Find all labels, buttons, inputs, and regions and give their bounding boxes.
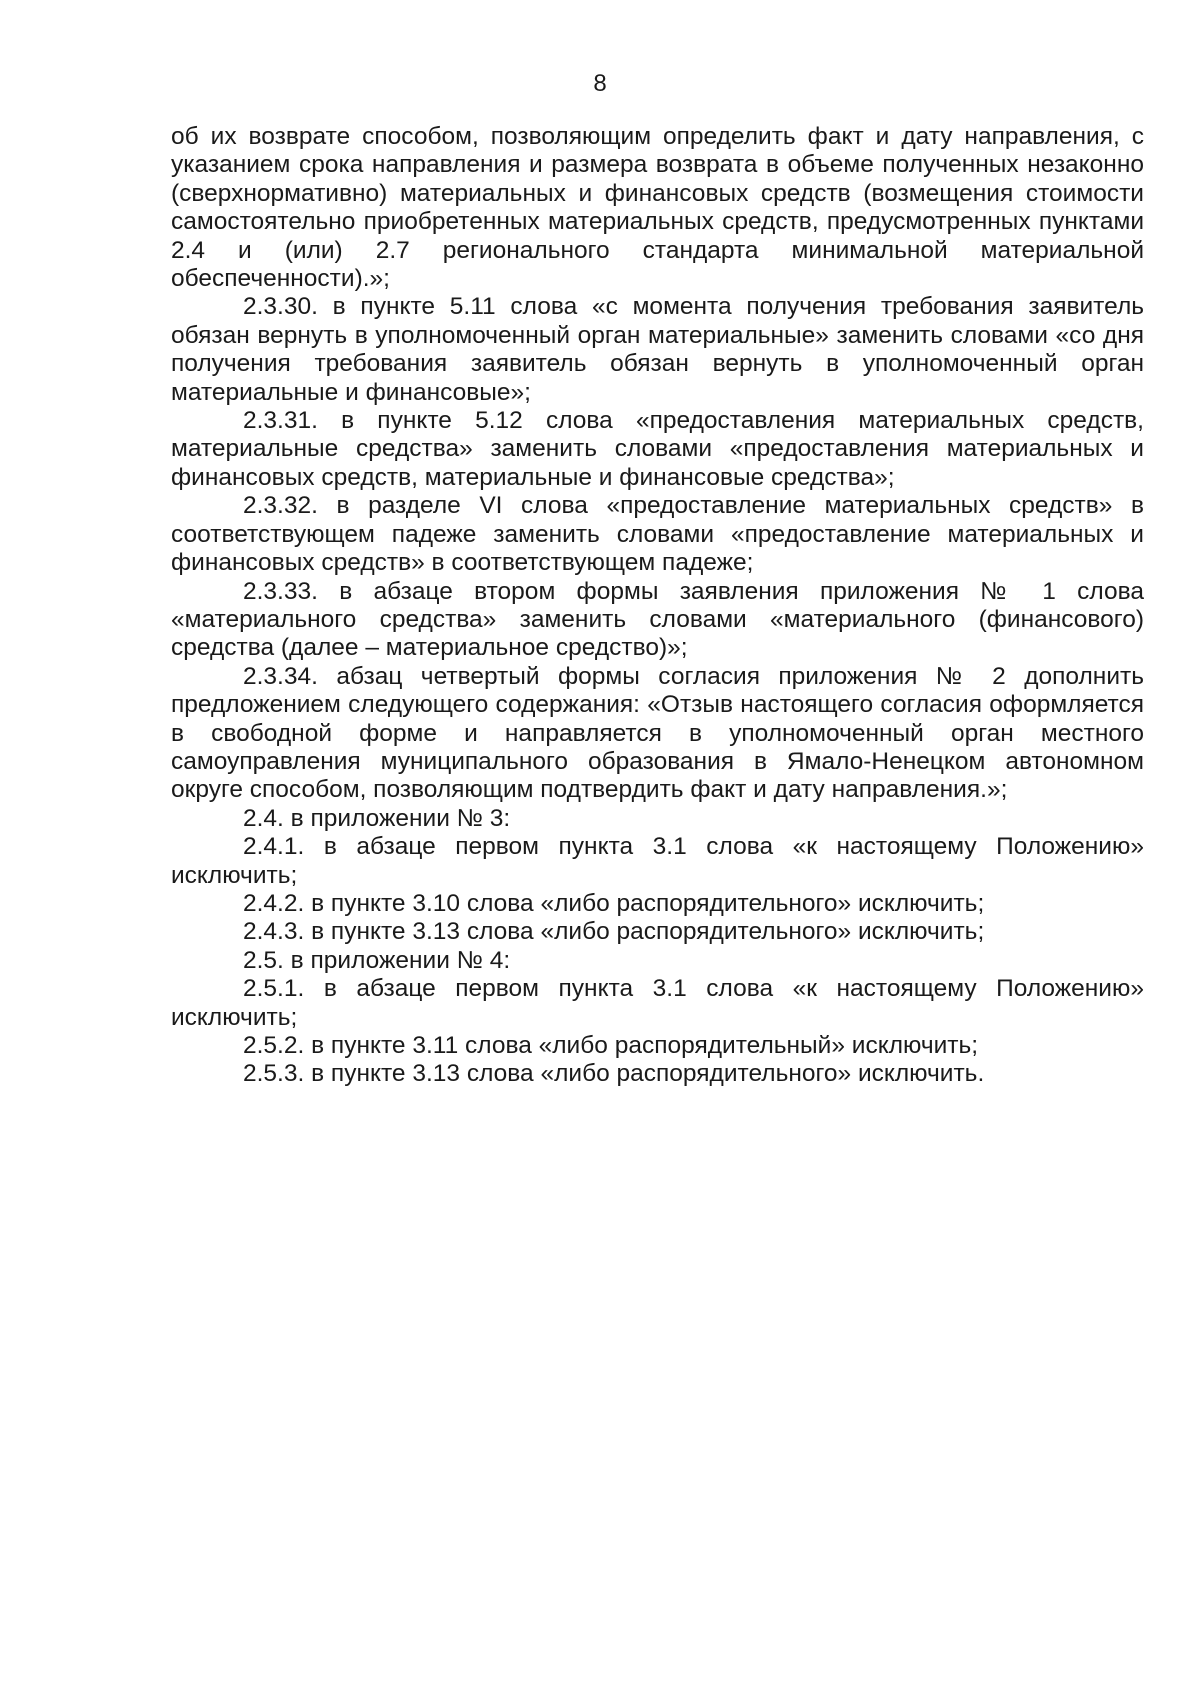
page-number: 8 <box>593 70 607 97</box>
paragraph-continuation: об их возврате способом, позволяющим определить факт и дату направления, с указанием срока направления и размера возврата в объеме полученных незаконно (сверхнормативно) материальных и финансовых средств (возмещения стоимости самостоятельно приобретенных материальных средств, предусмотренных пунктами 2.4 и (или) 2.7 регионального стандарта минимальной материальной обеспеченности).»; <box>171 123 1144 293</box>
paragraph-2-4-2: 2.4.2. в пункте 3.10 слова «либо распорядительного» исключить; <box>243 889 985 917</box>
paragraph-2-3-31: 2.3.31. в пункте 5.12 слова «предоставления материальных средств, материальные средства» заменить словами «предоставления материальных и финансовых средств, материальные и финансовые средства»; <box>171 407 1144 491</box>
paragraph-2-4: 2.4. в приложении № 3: <box>243 804 511 832</box>
document-body <box>171 123 1144 1089</box>
paragraph-2-5-2: 2.5.2. в пункте 3.11 слова «либо распорядительный» исключить; <box>243 1032 979 1059</box>
paragraph-2-3-33: 2.3.33. в абзаце втором формы заявления приложения № 1 слова «материального средства» заменить словами «материального (финансового) средства (далее – материальное средство)»; <box>171 577 1144 662</box>
paragraph-2-3-32: 2.3.32. в разделе VI слова «предоставление материальных средств» в соответствующем падеже заменить словами «предоставление материальных и финансовых средств» в соответствующем падеже; <box>171 492 1144 577</box>
paragraph-2-3-34: 2.3.34. абзац четвертый формы согласия приложения № 2 дополнить предложением следующего содержания: «Отзыв настоящего согласия оформляется в свободной форме и направляется в уполномоченный орган местного самоуправления муниципального образования в Ямало-Ненецком автономном округе способом, позволяющим подтвердить факт и дату направления.»; <box>171 662 1144 804</box>
paragraph-2-3-30: 2.3.30. в пункте 5.11 слова «с момента получения требования заявитель обязан вернуть в уполномоченный орган материальные» заменить словами «со дня получения требования заявитель обязан вернуть в уполномоченный орган материальные и финансовые»; <box>171 293 1144 406</box>
paragraph-2-5-3: 2.5.3. в пункте 3.13 слова «либо распорядительного» исключить. <box>243 1060 985 1088</box>
paragraph-2-4-1: 2.4.1. в абзаце первом пункта 3.1 слова «к настоящему Положению» исключить; <box>171 833 1144 889</box>
paragraph-2-4-3: 2.4.3. в пункте 3.13 слова «либо распорядительного» исключить; <box>243 918 985 946</box>
paragraph-2-5: 2.5. в приложении № 4: <box>243 946 511 974</box>
paragraph-2-5-1: 2.5.1. в абзаце первом пункта 3.1 слова «к настоящему Положению» исключить; <box>171 975 1144 1031</box>
